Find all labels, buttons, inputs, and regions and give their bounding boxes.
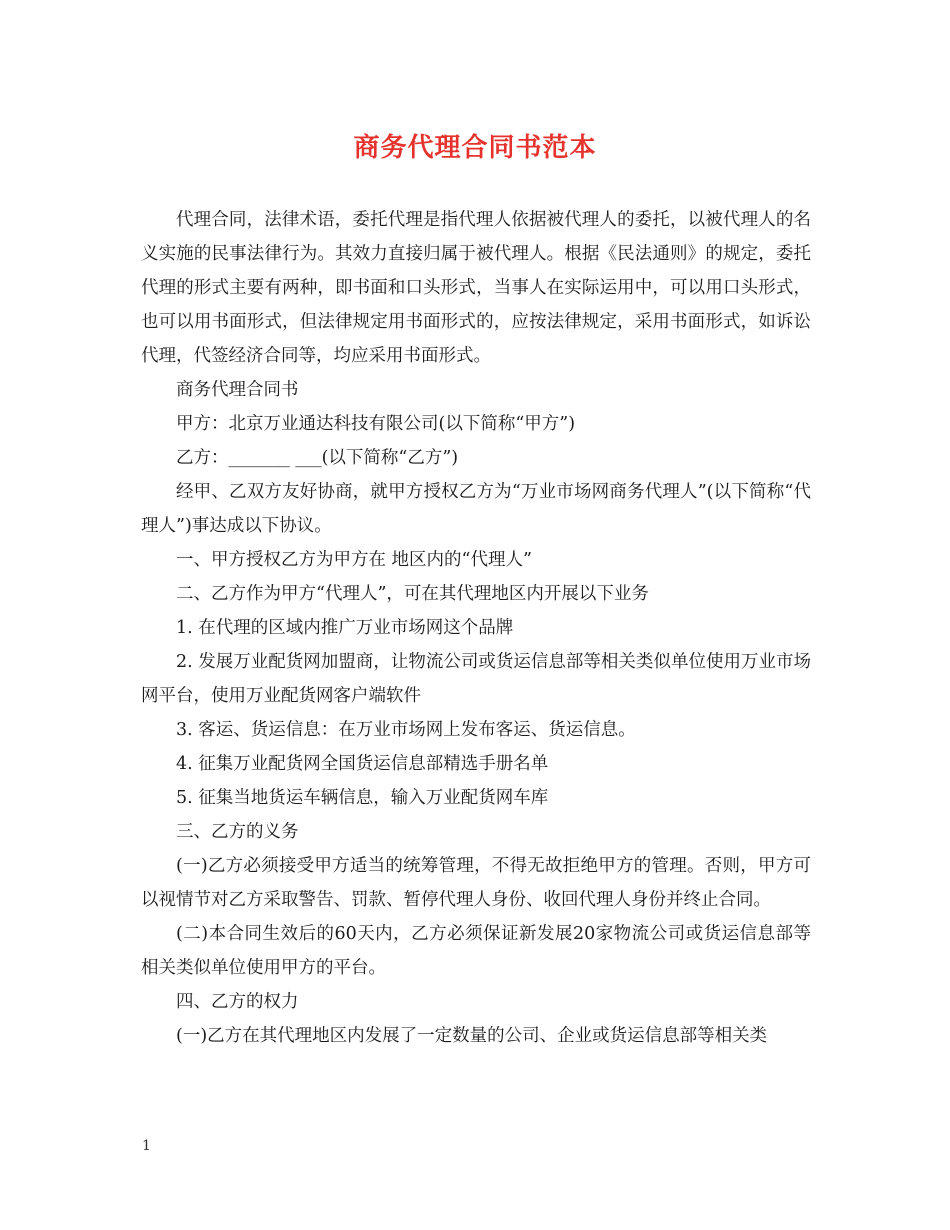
party-b-line: 乙方：_______ ___(以下简称“乙方”) (176, 448, 459, 468)
business-item-4: 4. 征集万业配货网全国货运信息部精选手册名单 (176, 754, 549, 774)
obligation-item-1: (一)乙方必须接受甲方适当的统筹管理，不得无故拒绝甲方的管理。否则，甲方可以视情节对乙方采取警告、罚款、暂停代理人身份、收回代理人身份并终止合同。 (141, 856, 811, 910)
document-body (141, 203, 811, 1053)
business-item-1: 1. 在代理的区域内推广万业市场网这个品牌 (176, 618, 514, 638)
section-four-heading: 四、乙方的权力 (176, 992, 299, 1012)
rights-item-1: (一)乙方在其代理地区内发展了一定数量的公司、企业或货运信息部等相关类 (176, 1026, 768, 1046)
document-title: 商务代理合同书范本 (353, 133, 597, 163)
business-item-3: 3. 客运、货运信息：在万业市场网上发布客运、货运信息。 (176, 720, 636, 740)
contract-heading: 商务代理合同书 (176, 380, 299, 400)
business-item-5: 5. 征集当地货运车辆信息，输入万业配货网车库 (176, 788, 549, 808)
section-three-heading: 三、乙方的义务 (176, 822, 299, 842)
agreement-preamble: 经甲、乙双方友好协商，就甲方授权乙方为“万业市场网商务代理人”(以下简称“代理人”)事达成以下协议。 (141, 482, 811, 536)
party-a-line: 甲方：北京万业通达科技有限公司(以下简称“甲方”) (176, 414, 576, 434)
section-one-heading: 一、甲方授权乙方为甲方在 地区内的“代理人” (176, 550, 532, 570)
business-item-2: 2. 发展万业配货网加盟商，让物流公司或货运信息部等相关类似单位使用万业市场网平台，使用万业配货网客户端软件 (141, 652, 811, 706)
intro-paragraph: 代理合同，法律术语，委托代理是指代理人依据被代理人的委托，以被代理人的名义实施的民事法律行为。其效力直接归属于被代理人。根据《民法通则》的规定，委托代理的形式主要有两种，即书面和口头形式，当事人在实际运用中，可以用口头形式，也可以用书面形式，但法律规定用书面形式的，应按法律规定，采用书面形式，如诉讼代理，代签经济合同等，均应采用书面形式。 (141, 210, 811, 366)
page-number: 1 (142, 1138, 151, 1154)
obligation-item-2: (二)本合同生效后的60天内，乙方必须保证新发展20家物流公司或货运信息部等相关类似单位使用甲方的平台。 (141, 924, 811, 978)
section-two-heading: 二、乙方作为甲方“代理人”，可在其代理地区内开展以下业务 (176, 584, 649, 604)
